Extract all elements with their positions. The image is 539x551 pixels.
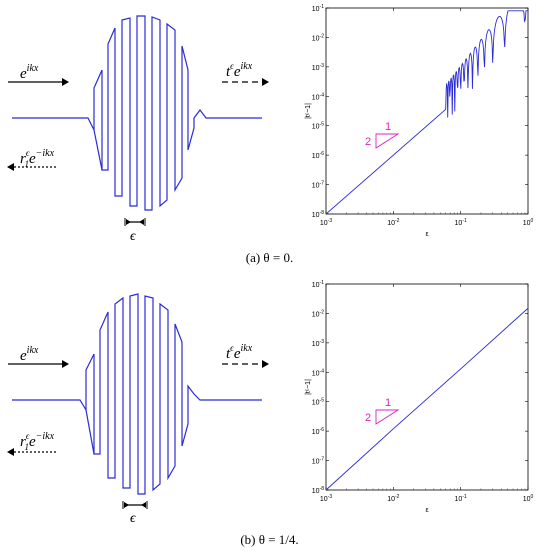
reflected-label: $r^\epsilon$ $1e^{-ikx}$ <box>20 431 55 452</box>
y-tick-label: $10^{-6}$ <box>311 151 324 161</box>
y-tick-label: $10^{-4}$ <box>311 368 324 378</box>
incident-arrow <box>8 78 69 86</box>
epsilon-marker <box>125 218 145 226</box>
y-tick-label: $10^{-4}$ <box>311 92 324 102</box>
figure-panel-b <box>0 276 539 551</box>
x-tick-label: $10^{-1}$ <box>454 494 467 503</box>
caption-a: (a) θ = 0. <box>245 250 294 265</box>
left-slab-edge <box>94 130 102 170</box>
epsilon-label: ϵ <box>130 229 136 244</box>
y-tick-label: $10^{-7}$ <box>311 456 324 466</box>
layer-stack <box>94 294 262 494</box>
y-tick-label: $10^{-6}$ <box>311 427 324 437</box>
x-tick-label: $10^{-3}$ <box>319 218 333 227</box>
y-tick-label: $10^{-1}$ <box>311 280 324 289</box>
x-tick-label: $10^{-1}$ <box>454 218 467 227</box>
loglog-plot-a <box>300 0 539 240</box>
y-tick-label: $10^{-5}$ <box>311 121 324 131</box>
y-tick-label: $10^{-5}$ <box>311 397 324 407</box>
y-tick-label: $10^{-3}$ <box>311 338 324 348</box>
left-slab-edge <box>86 410 94 454</box>
y-axis-label: |tᵋ−1| <box>305 379 312 395</box>
transmitted-label: $t^\epsilon e^{ikx}$ <box>226 61 253 80</box>
scattering-diagram-b <box>0 276 300 526</box>
y-tick-label: $10^{-7}$ <box>311 180 324 190</box>
y-tick-label: $10^{-2}$ <box>311 33 324 43</box>
slope-rise-label: 2 <box>364 136 372 148</box>
incident-label: $e^{ikx}$ <box>20 345 39 364</box>
grating-layers <box>12 16 262 210</box>
x-tick-label: $10^0$ <box>522 494 534 503</box>
y-tick-label: $10^{-1}$ <box>311 4 324 13</box>
x-tick-label: $10^0$ <box>522 218 534 227</box>
incident-label: $e^{ikx}$ <box>20 63 39 82</box>
plot-frame <box>326 8 528 214</box>
y-tick-label: $10^{-8}$ <box>311 486 324 495</box>
caption-b: (b) θ = 1/4. <box>240 532 299 547</box>
data-series-line <box>326 11 528 214</box>
y-tick-label: $10^{-3}$ <box>311 62 324 72</box>
slope-rise-label: 2 <box>364 412 372 424</box>
layer-stack <box>102 16 262 210</box>
y-axis-label: |tᵋ−1| <box>305 103 312 119</box>
data-series-line <box>326 308 528 490</box>
slope-triangle <box>376 134 398 148</box>
transmitted-label: $t^\epsilon e^{ikx}$ <box>226 343 253 362</box>
chart-a <box>300 0 539 240</box>
scattering-diagram-a <box>0 0 300 244</box>
x-axis-label: ε <box>425 231 429 238</box>
epsilon-label: ϵ <box>130 511 136 526</box>
chart-b <box>300 276 539 516</box>
slope-triangle <box>376 410 398 424</box>
x-tick-label: $10^{-2}$ <box>387 494 400 503</box>
grating-layers <box>12 294 262 494</box>
x-tick-label: $10^{-3}$ <box>319 494 333 503</box>
epsilon-marker <box>123 501 147 509</box>
incident-arrow <box>8 360 69 368</box>
slope-run-label: 1 <box>384 121 392 133</box>
y-tick-label: $10^{-8}$ <box>311 210 324 219</box>
figure-panel-a <box>0 0 539 275</box>
slope-run-label: 1 <box>384 397 392 409</box>
x-tick-label: $10^{-2}$ <box>387 218 400 227</box>
loglog-plot-b <box>300 276 539 516</box>
y-tick-label: $10^{-2}$ <box>311 309 324 319</box>
plot-frame <box>326 284 528 490</box>
x-axis-label: ε <box>425 507 429 514</box>
reflected-label: $r^\epsilon$ $1e^{-ikx}$ <box>20 148 55 169</box>
